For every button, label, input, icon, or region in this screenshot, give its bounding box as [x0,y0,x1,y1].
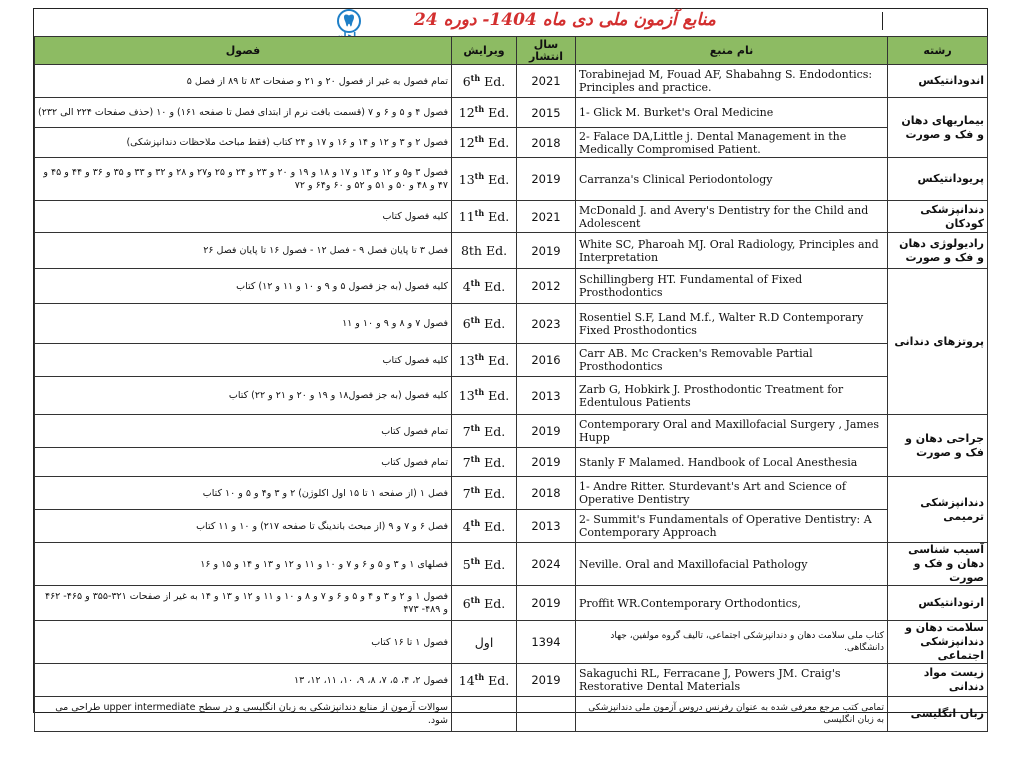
field-cell: زیست مواد دندانی [888,664,988,697]
edition-label: Ed. [481,243,508,259]
chapters-cell: فصل ۱ (از صفحه ۱ تا ۱۵ اول اکلوژن) ۲ و ۳ و۴ و ۵ و ۱۰ کتاب [35,477,452,510]
chapters-cell: فصلهای ۱ و ۳ و ۵ و ۶ و ۷ و ۱۰ و ۱۱ و ۱۲ و ۱۳ و ۱۴ و ۱۵ و ۱۶ [35,543,452,586]
source-cell: Stanly F Malamed. Handbook of Local Anesthesia [576,448,888,477]
source-cell: Neville. Oral and Maxillofacial Pathology [576,543,888,586]
chapters-cell: تمام فصول به غیر از فصول ۲۰ و ۲۱ و صفحات ۸۳ تا ۸۹ از فصل ۵ [35,65,452,98]
chapters-cell: فصول ۲ و ۳ و ۱۲ و ۱۴ و ۱۶ و ۱۷ و ۲۴ کتاب (فقط مباحث ملاحظات دندانپزشکی) [35,128,452,158]
edition-number: 11 [458,209,475,225]
chapters-cell: کلیه فصول کتاب [35,344,452,377]
edition-label: Ed. [480,74,506,90]
edition-number: 8th [460,243,482,259]
table-row [35,158,988,201]
edition-number: 4 [462,279,471,295]
table-row [35,543,988,586]
sources-table [34,36,988,732]
source-cell: کتاب ملی سلامت دهان و دندانپزشکی اجتماعی، تالیف گروه مولفین، جهاد دانشگاهی. [576,621,888,664]
year-cell: 2019 [517,415,576,448]
edition-cell [452,415,517,448]
source-cell: 1- Andre Ritter. Sturdevant's Art and Science of Operative Dentistry [576,477,888,510]
chapters-cell: تمام فصول کتاب [35,415,452,448]
table-row [35,201,988,233]
edition-suffix: th [470,555,481,566]
header-chapters: فصول [35,37,452,65]
source-cell: Carranza's Clinical Periodontology [576,158,888,201]
title-band [34,9,987,36]
table-row [35,65,988,98]
edition-number: 6 [462,596,471,612]
field-cell: زبان انگلیسی [888,697,988,732]
chapters-cell: فصل ۶ و ۷ و ۹ (از مبحث باندینگ تا صفحه ۲۱۷) و ۱۰ و ۱۱ کتاب [35,510,452,543]
source-cell: 1- Glick M. Burket's Oral Medicine [576,98,888,128]
edition-label: Ed. [480,596,506,612]
source-cell: 2- Summit's Fundamentals of Operative Dentistry: A Contemporary Approach [576,510,888,543]
edition-suffix: th [470,72,481,83]
table-row [35,586,988,621]
header-field: رشته [888,37,988,65]
edition-cell [452,543,517,586]
source-cell: Zarb G, Hobkirk J. Prosthodontic Treatment for Edentulous Patients [576,377,888,415]
year-cell: 1394 [517,621,576,664]
edition-suffix: th [474,170,485,181]
year-cell: 2013 [517,377,576,415]
edition-cell [452,448,517,477]
edition-number: 13 [458,353,475,369]
edition-label: Ed. [484,209,510,225]
chapters-cell: کلیه فصول (به جز فصول ۵ و ۹ و ۱۰ و ۱۱ و ۱۲) کتاب [35,269,452,304]
edition-suffix: th [474,387,485,398]
edition-label: Ed. [484,135,510,151]
year-cell: 2012 [517,269,576,304]
table-row [35,128,988,158]
table-row [35,448,988,477]
year-cell: 2019 [517,586,576,621]
header-year: سال انتشار [517,37,576,65]
year-cell: 2019 [517,158,576,201]
chapters-cell: کلیه فصول کتاب [35,201,452,233]
edition-suffix: th [470,594,481,605]
edition-cell [452,664,517,697]
year-cell: 2016 [517,344,576,377]
edition-cell [452,586,517,621]
edition-label: Ed. [480,424,506,440]
edition-cell [452,65,517,98]
field-cell: آسیب شناسی دهان و فک و صورت [888,543,988,586]
source-cell: 2- Falace DA,Little j. Dental Management in the Medically Compromised Patient. [576,128,888,158]
chapters-cell: سوالات آزمون از منابع دندانپزشکی به زبان انگلیسی و در سطح upper intermediate طراحی می شود. [35,697,452,732]
year-cell: 2019 [517,664,576,697]
edition-number: 6 [462,74,471,90]
source-cell: Proffit WR.Contemporary Orthodontics, [576,586,888,621]
source-cell: Sakaguchi RL, Ferracane J, Powers JM. Craig's Restorative Dental Materials [576,664,888,697]
year-cell: 2019 [517,233,576,269]
table-row [35,377,988,415]
edition-suffix: th [470,484,481,495]
edition-cell [452,158,517,201]
edition-cell [452,98,517,128]
edition-label: Ed. [484,172,510,188]
edition-suffix: th [474,104,485,115]
chapters-cell: فصول ۳ و۵ و ۱۲ و ۱۳ و ۱۷ و ۱۸ و ۱۹ و ۲۰ و ۲۳ و ۲۴ و ۲۵ و۲۷ و ۲۸ و ۳۲ و ۳۳ و ۳۵ و ۳۶ و ۴۴ و ۴۵ و ۴۷ و ۴۸ و ۵۰ و ۵۱ و ۵۲ و ۶۰ و۶۴ و ۷۲ [35,158,452,201]
chapters-cell: فصول ۷ و ۸ و ۹ و ۱۰ و ۱۱ [35,304,452,344]
edition-number: 7 [462,424,471,440]
edition-suffix: th [474,671,485,682]
header-mark [882,12,883,30]
edition-number: 12 [458,105,475,121]
edition-suffix: th [474,351,485,362]
edition-suffix: th [470,517,481,528]
source-cell: Carr AB. Mc Cracken's Removable Partial Prosthodontics [576,344,888,377]
page-title: منابع آزمون ملی دی ماه 1404- دوره 24 [414,10,716,30]
year-cell: 2023 [517,304,576,344]
year-cell: 2019 [517,448,576,477]
edition-cell [452,304,517,344]
edition-cell [452,233,517,269]
chapters-cell: فصول ۴ و ۵ و ۶ و ۷ (قسمت بافت نرم از ابتدای فصل تا صفحه ۱۶۱) و ۱۰ (حذف صفحات ۲۲۴ الی ۲۳۲) [35,98,452,128]
tooth-icon [337,9,361,33]
table-row [35,415,988,448]
header-source: نام منبع [576,37,888,65]
edition-cell [452,269,517,304]
field-cell: پریودانتیکس [888,158,988,201]
edition-suffix: th [470,277,481,288]
source-cell: Torabinejad M, Fouad AF, Shabahng S. Endodontics: Principles and practice. [576,65,888,98]
edition-cell: اول [452,621,517,664]
field-cell: پروتزهای دندانی [888,269,988,415]
edition-number: 6 [462,316,471,332]
field-cell: اندودانتیکس [888,65,988,98]
year-cell: 2018 [517,128,576,158]
year-cell [517,697,576,732]
source-cell: تمامی کتب مرجع معرفی شده به عنوان رفرنس دروس آزمون ملی دندانپزشکی به زبان انگلیسی [576,697,888,732]
field-cell: جراحی دهان و فک و صورت [888,415,988,477]
year-cell: 2024 [517,543,576,586]
edition-label: Ed. [480,557,506,573]
edition-number: 5 [462,557,471,573]
edition-label: Ed. [484,353,510,369]
table-row [35,510,988,543]
table-row [35,269,988,304]
chapters-cell: کلیه فصول (به جز فصول۱۸ و ۱۹ و ۲۰ و ۲۱ و ۲۲) کتاب [35,377,452,415]
edition-label: Ed. [484,388,510,404]
edition-suffix: th [474,134,485,145]
year-cell: 2018 [517,477,576,510]
table-row [35,664,988,697]
year-cell: 2021 [517,65,576,98]
edition-label: Ed. [480,279,506,295]
source-cell: Rosentiel S.F, Land M.f., Walter R.D Contemporary Fixed Prosthodontics [576,304,888,344]
document-sheet [33,8,988,726]
field-cell: رادیولوژی دهان و فک و صورت [888,233,988,269]
table-header-row [35,37,988,65]
field-cell: سلامت دهان و دندانپزشکی اجتماعی [888,621,988,664]
edition-suffix: th [470,315,481,326]
chapters-cell: تمام فصول کتاب [35,448,452,477]
year-cell: 2021 [517,201,576,233]
edition-label: Ed. [484,673,510,689]
edition-cell [452,477,517,510]
table-row [35,477,988,510]
edition-cell [452,697,517,732]
year-cell: 2015 [517,98,576,128]
edition-cell [452,377,517,415]
field-cell: دندانپزشکی ترمیمی [888,477,988,543]
header-edition: ویرایش [452,37,517,65]
edition-number: 4 [462,519,471,535]
edition-cell [452,510,517,543]
edition-cell [452,128,517,158]
source-cell: McDonald J. and Avery's Dentistry for the Child and Adolescent [576,201,888,233]
table-row [35,233,988,269]
table-row [35,98,988,128]
source-cell: Contemporary Oral and Maxillofacial Surgery , James Hupp [576,415,888,448]
edition-suffix: th [470,422,481,433]
source-cell: White SC, Pharoah MJ. Oral Radiology, Principles and Interpretation [576,233,888,269]
edition-label: Ed. [480,486,506,502]
field-cell: بیماریهای دهان و فک و صورت [888,98,988,158]
edition-suffix: th [474,208,485,219]
edition-label: Ed. [484,105,510,121]
edition-number: 13 [458,172,475,188]
edition-number: 12 [458,135,475,151]
table-row [35,621,988,664]
table-row [35,304,988,344]
edition-number: 13 [458,388,475,404]
field-cell: ارتودانتیکس [888,586,988,621]
source-cell: Schillingberg HT. Fundamental of Fixed Prosthodontics [576,269,888,304]
edition-suffix: th [470,453,481,464]
edition-label: Ed. [480,316,506,332]
edition-label: Ed. [480,455,506,471]
year-cell: 2013 [517,510,576,543]
edition-cell [452,201,517,233]
table-row [35,697,988,732]
chapters-cell: فصول ۱ تا ۱۶ کتاب [35,621,452,664]
edition-label: Ed. [480,519,506,535]
chapters-cell: فصول ۲، ۴، ۵، ۷، ۸، ۹، ۱۰، ۱۱، ۱۲، ۱۳ [35,664,452,697]
edition-number: 7 [462,486,471,502]
edition-cell [452,344,517,377]
edition-number: 14 [458,673,475,689]
table-row [35,344,988,377]
chapters-cell: فصل ۳ تا پایان فصل ۹ - فصل ۱۲ - فصول ۱۶ تا پایان فصل ۲۶ [35,233,452,269]
field-cell: دندانپزشکی کودکان [888,201,988,233]
edition-number: 7 [462,455,471,471]
chapters-cell: فصول ۱ و ۲ و ۳ و ۴ و ۵ و ۶ و ۷ و ۸ و ۱۰ و ۱۱ و ۱۲ و ۱۳ و ۱۴ به غیر از صفحات ۳۲۱-۳۵۵ و ۴۶۵- ۴۶۲ و ۴۸۹- ۴۷۳ [35,586,452,621]
